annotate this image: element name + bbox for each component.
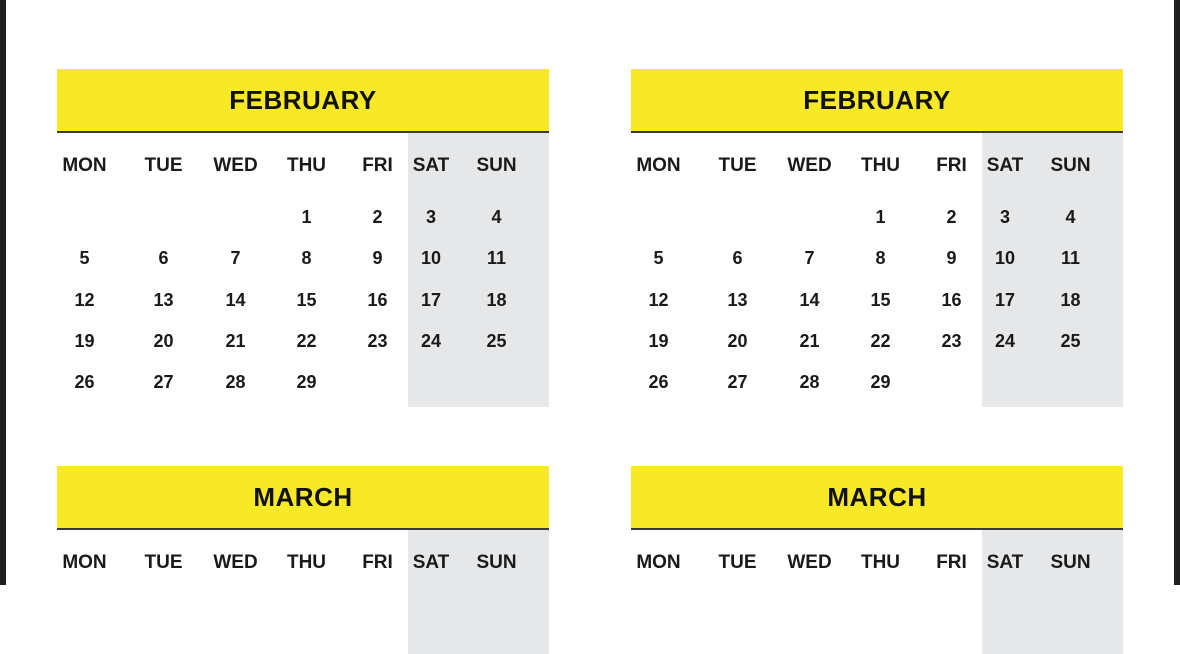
- page-frame-left: [0, 0, 6, 585]
- day-cell: 3: [425, 207, 436, 228]
- day-cell: 11: [1060, 248, 1081, 269]
- day-cell: 1: [875, 207, 886, 228]
- month-calendar: [57, 466, 549, 594]
- month-calendar: [57, 69, 549, 403]
- month-calendar: [631, 466, 1123, 594]
- day-cell: 15: [296, 289, 317, 310]
- empty-day-cell: [57, 197, 112, 238]
- month-title: MARCH: [57, 466, 549, 530]
- day-cell: 13: [153, 289, 174, 310]
- day-cell: 23: [367, 331, 388, 352]
- empty-day-cell: [972, 362, 1038, 403]
- day-cell: 22: [870, 331, 891, 352]
- day-cell: 12: [74, 289, 95, 310]
- day-cell: 25: [1060, 331, 1081, 352]
- day-cell: 27: [153, 372, 174, 393]
- month-grid: [57, 530, 549, 594]
- day-cell: 9: [946, 248, 957, 269]
- day-cell: 18: [486, 289, 507, 310]
- weekday-header-tue: TUE: [144, 155, 183, 176]
- day-cell: 5: [79, 248, 90, 269]
- page-frame-right: [1174, 0, 1180, 585]
- day-cell: 14: [225, 289, 246, 310]
- day-cell: 26: [74, 372, 95, 393]
- empty-day-cell: [789, 197, 830, 238]
- weekday-header-sun: SUN: [476, 155, 517, 176]
- day-cell: 29: [870, 372, 891, 393]
- weekday-header-mon: MON: [636, 552, 681, 573]
- day-cell: 19: [648, 331, 669, 352]
- day-cell: 6: [732, 248, 743, 269]
- weekday-header-thu: THU: [286, 552, 327, 573]
- weekday-header-wed: WED: [213, 155, 258, 176]
- day-cell: 28: [799, 372, 820, 393]
- day-cell: 24: [994, 331, 1016, 352]
- month-grid: [631, 530, 1123, 594]
- day-cell: 28: [225, 372, 246, 393]
- weekday-header-sat: SAT: [986, 155, 1024, 176]
- day-cell: 2: [372, 207, 383, 228]
- day-cell: 14: [799, 289, 820, 310]
- weekday-header-fri: FRI: [362, 155, 393, 176]
- weekday-header-sun: SUN: [1050, 552, 1091, 573]
- weekday-header-thu: THU: [860, 552, 901, 573]
- empty-day-cell: [631, 197, 686, 238]
- weekday-header-sat: SAT: [986, 552, 1024, 573]
- day-cell: 23: [941, 331, 962, 352]
- day-cell: 13: [727, 289, 748, 310]
- day-cell: 5: [653, 248, 664, 269]
- weekday-header-tue: TUE: [718, 552, 757, 573]
- weekday-header-fri: FRI: [936, 155, 967, 176]
- day-cell: 24: [420, 331, 442, 352]
- day-cell: 27: [727, 372, 748, 393]
- empty-day-cell: [931, 362, 972, 403]
- day-cell: 21: [225, 331, 246, 352]
- empty-day-cell: [686, 197, 789, 238]
- weekday-header-mon: MON: [62, 155, 107, 176]
- day-cell: 7: [804, 248, 815, 269]
- day-cell: 29: [296, 372, 317, 393]
- day-cell: 4: [1065, 207, 1076, 228]
- weekday-header-fri: FRI: [936, 552, 967, 573]
- weekday-header-wed: WED: [213, 552, 258, 573]
- day-cell: 21: [799, 331, 820, 352]
- weekday-header-sat: SAT: [412, 155, 450, 176]
- month-calendar: [631, 69, 1123, 403]
- weekday-header-wed: WED: [787, 552, 832, 573]
- weekday-header-sun: SUN: [1050, 155, 1091, 176]
- day-cell: 22: [296, 331, 317, 352]
- weekday-header-fri: FRI: [362, 552, 393, 573]
- day-cell: 12: [648, 289, 669, 310]
- month-title: FEBRUARY: [57, 69, 549, 133]
- weekday-header-wed: WED: [787, 155, 832, 176]
- day-cell: 11: [486, 248, 507, 269]
- day-cell: 19: [74, 331, 95, 352]
- month-title: MARCH: [631, 466, 1123, 530]
- weekday-header-mon: MON: [62, 552, 107, 573]
- day-cell: 10: [420, 248, 442, 269]
- weekday-header-thu: THU: [860, 155, 901, 176]
- weekday-header-thu: THU: [286, 155, 327, 176]
- month-grid: [57, 133, 549, 403]
- empty-day-cell: [112, 197, 215, 238]
- weekday-header-tue: TUE: [144, 552, 183, 573]
- day-cell: 8: [875, 248, 886, 269]
- month-title: FEBRUARY: [631, 69, 1123, 133]
- empty-day-cell: [1038, 362, 1103, 403]
- day-cell: 17: [994, 289, 1016, 310]
- day-cell: 3: [999, 207, 1010, 228]
- day-cell: 8: [301, 248, 312, 269]
- day-cell: 9: [372, 248, 383, 269]
- month-grid: [631, 133, 1123, 403]
- day-cell: 20: [727, 331, 748, 352]
- weekday-header-sun: SUN: [476, 552, 517, 573]
- weekday-header-mon: MON: [636, 155, 681, 176]
- empty-day-cell: [215, 197, 256, 238]
- empty-day-cell: [398, 362, 464, 403]
- day-cell: 15: [870, 289, 891, 310]
- day-cell: 6: [158, 248, 169, 269]
- day-cell: 25: [486, 331, 507, 352]
- day-cell: 7: [230, 248, 241, 269]
- day-cell: 26: [648, 372, 669, 393]
- day-cell: 17: [420, 289, 442, 310]
- day-cell: 16: [941, 289, 962, 310]
- day-cell: 18: [1060, 289, 1081, 310]
- day-cell: 20: [153, 331, 174, 352]
- weekday-header-sat: SAT: [412, 552, 450, 573]
- day-cell: 10: [994, 248, 1016, 269]
- day-cell: 4: [491, 207, 502, 228]
- day-cell: 1: [301, 207, 312, 228]
- weekday-header-tue: TUE: [718, 155, 757, 176]
- empty-day-cell: [464, 362, 529, 403]
- empty-day-cell: [357, 362, 398, 403]
- day-cell: 2: [946, 207, 957, 228]
- day-cell: 16: [367, 289, 388, 310]
